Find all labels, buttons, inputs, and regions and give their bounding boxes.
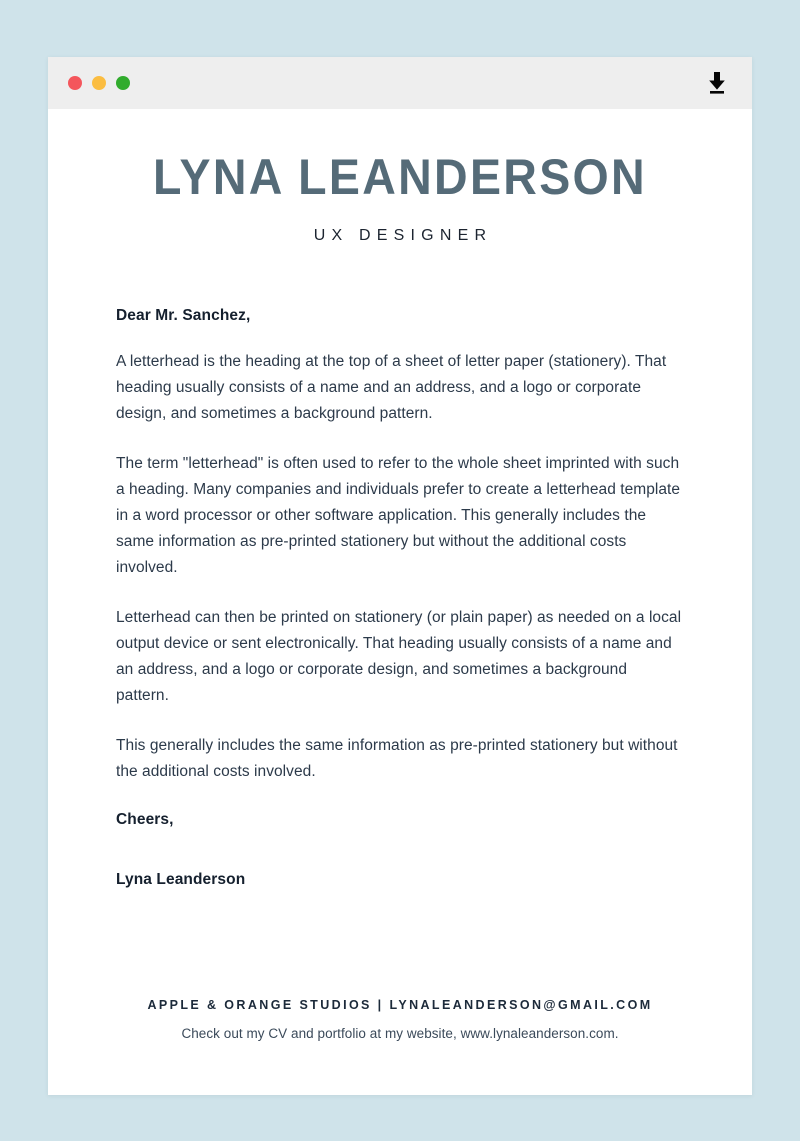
letter-page-inner [48,109,752,1095]
footer-contact-line: APPLE & ORANGE STUDIOS | LYNALEANDERSON@GMAIL.COM [147,998,653,1012]
letterhead-role: UX DESIGNER [313,227,493,244]
letter-page [48,109,752,1095]
letter-closing: Cheers, [116,811,174,828]
letter-paragraph: The term "letterhead" is often used to refer to the whole sheet imprinted with such a heading. Many companies and individuals prefer to create a letterhead template in a word processor or other software application. This generally includes the same information as pre-printed stationery but without the additional costs involved. [116,455,681,576]
letter-paragraph: This generally includes the same information as pre-printed stationery but without the additional costs involved. [116,737,678,780]
download-button[interactable] [704,70,730,96]
letter-footer [48,998,752,1041]
maximize-window-button[interactable] [116,76,130,90]
traffic-light-controls [68,76,130,90]
letter-signature: Lyna Leanderson [116,871,246,888]
letter-paragraph: A letterhead is the heading at the top of a sheet of letter paper (stationery). That heading usually consists of a name and an address, and a logo or corporate design, and sometimes a background pattern. [116,353,667,422]
letter-body [114,307,686,889]
letterhead-name: LYNA LEANDERSON [153,149,647,205]
letter-paragraph: Letterhead can then be printed on stationery (or plain paper) as needed on a local output device or sent electronically. That heading usually consists of a name and an address, and a logo or corporate design, and sometimes a background pattern. [116,609,682,704]
letter-salutation: Dear Mr. Sanchez, [116,307,251,324]
download-icon [706,71,728,95]
footer-note-line: Check out my CV and portfolio at my website, www.lynaleanderson.com. [181,1026,619,1041]
window-titlebar [48,57,752,109]
letterhead-header [114,109,686,245]
close-window-button[interactable] [68,76,82,90]
minimize-window-button[interactable] [92,76,106,90]
document-preview-window [48,57,752,1095]
